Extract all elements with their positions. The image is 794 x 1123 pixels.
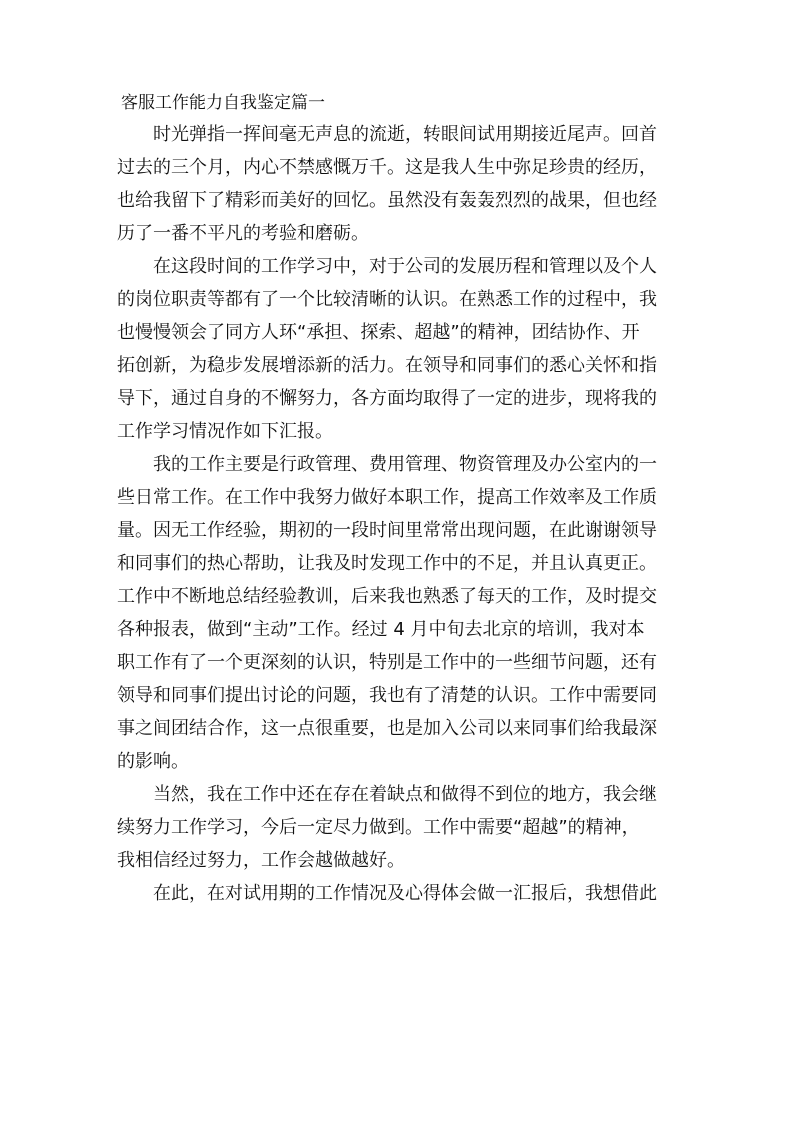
paragraph-line: 的影响。 <box>117 751 189 772</box>
paragraph-line: 事之间团结合作，这一点很重要，也是加入公司以来同事们给我最深 <box>117 718 657 739</box>
paragraph-line: 工作学习情况作如下汇报。 <box>117 421 333 442</box>
paragraph-4 <box>117 778 682 877</box>
paragraph-line: 历了一番不平凡的考验和磨砺。 <box>117 223 369 244</box>
paragraph-line: 当然，我在工作中还在存在着缺点和做得不到位的地方，我会继 <box>153 784 657 805</box>
paragraph-line: 也慢慢领会了同方人环“承担、探索、超越”的精神，团结协作、开 <box>117 322 640 343</box>
paragraph-line: 些日常工作。在工作中我努力做好本职工作，提高工作效率及工作质 <box>117 487 657 508</box>
paragraph-3 <box>117 448 682 778</box>
paragraph-line: 过去的三个月，内心不禁感慨万千。这是我人生中弥足珍贵的经历， <box>117 157 657 178</box>
document-title: 客服工作能力自我鉴定篇一 <box>121 93 325 113</box>
paragraph-line: 工作中不断地总结经验教训，后来我也熟悉了每天的工作，及时提交 <box>117 586 657 607</box>
paragraph-line: 也给我留下了精彩而美好的回忆。虽然没有轰轰烈烈的战果，但也经 <box>117 190 657 211</box>
paragraph-5 <box>117 877 682 910</box>
paragraph-line: 和同事们的热心帮助，让我及时发现工作中的不足，并且认真更正。 <box>117 553 657 574</box>
document-body <box>117 88 682 910</box>
paragraph-line: 在这段时间的工作学习中，对于公司的发展历程和管理以及个人 <box>153 256 657 277</box>
paragraph-line: 量。因无工作经验，期初的一段时间里常常出现问题，在此谢谢领导 <box>117 520 657 541</box>
paragraph-line: 拓创新，为稳步发展增添新的活力。在领导和同事们的悉心关怀和指 <box>117 355 657 376</box>
paragraph-line: 的岗位职责等都有了一个比较清晰的认识。在熟悉工作的过程中，我 <box>117 289 657 310</box>
paragraph-line: 导下，通过自身的不懈努力，各方面均取得了一定的进步，现将我的 <box>117 388 657 409</box>
paragraph-line: 职工作有了一个更深刻的认识，特别是工作中的一些细节问题，还有 <box>117 652 657 673</box>
paragraph-line: 在此，在对试用期的工作情况及心得体会做一汇报后，我想借此 <box>153 883 657 904</box>
paragraph-line: 我相信经过努力，工作会越做越好。 <box>117 850 405 871</box>
paragraph-line: 我的工作主要是行政管理、费用管理、物资管理及办公室内的一 <box>153 454 657 475</box>
paragraph-1 <box>117 118 682 250</box>
paragraph-line: 各种报表，做到“主动”工作。经过 4 月中旬去北京的培训，我对本 <box>117 619 645 640</box>
paragraph-2 <box>117 250 682 448</box>
paragraph-line: 领导和同事们提出讨论的问题，我也有了清楚的认识。工作中需要同 <box>117 685 657 706</box>
paragraph-line: 续努力工作学习，今后一定尽力做到。工作中需要“超越”的精神， <box>117 817 640 838</box>
paragraph-line: 时光弹指一挥间毫无声息的流逝，转眼间试用期接近尾声。回首 <box>153 124 657 145</box>
